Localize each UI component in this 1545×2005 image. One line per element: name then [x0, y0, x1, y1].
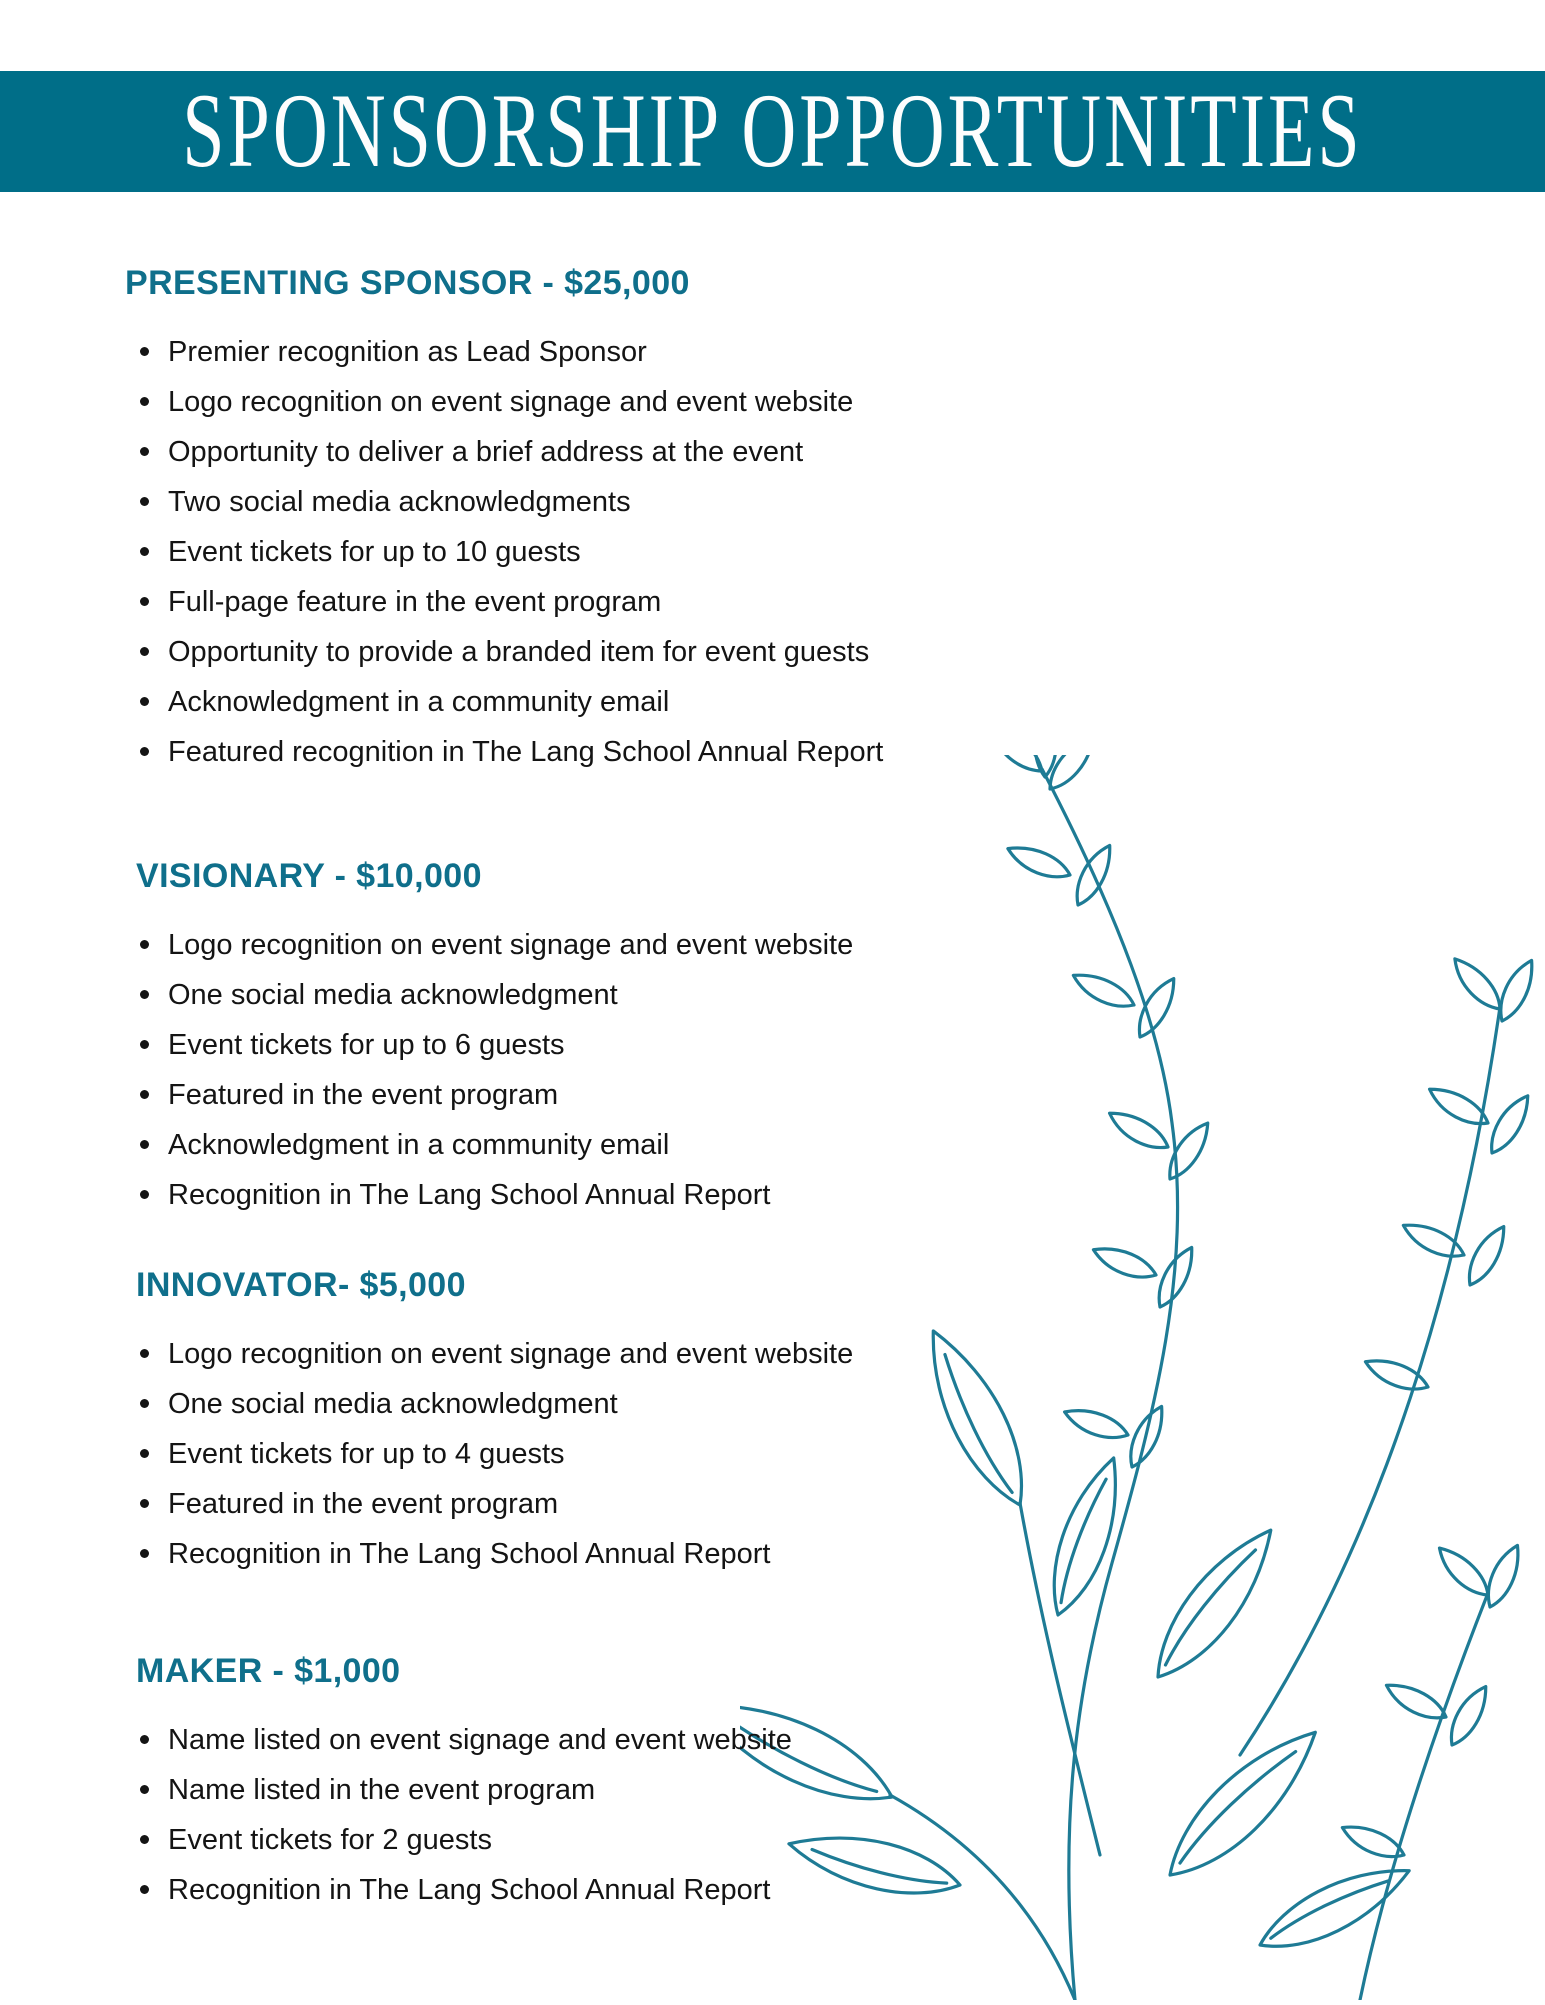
benefit-item: Event tickets for up to 4 guests: [125, 1429, 1545, 1479]
benefit-item: Acknowledgment in a community email: [125, 677, 1545, 727]
benefit-item: Premier recognition as Lead Sponsor: [125, 327, 1545, 377]
tier-heading: PRESENTING SPONSOR - $25,000: [125, 264, 690, 302]
tier-heading: VISIONARY - $10,000: [136, 857, 482, 895]
benefit-item: One social media acknowledgment: [125, 970, 1545, 1020]
benefit-list: [125, 920, 1545, 1220]
benefit-list: [125, 1329, 1545, 1579]
benefit-item: Opportunity to deliver a brief address at the event: [125, 427, 1545, 477]
benefit-item: Two social media acknowledgments: [125, 477, 1545, 527]
benefit-item: Event tickets for up to 10 guests: [125, 527, 1545, 577]
tier-presenting-sponsor: [125, 264, 1545, 777]
sponsorship-tiers: [0, 192, 1545, 1915]
benefit-item: Event tickets for 2 guests: [125, 1815, 1545, 1865]
benefit-item: Recognition in The Lang School Annual Report: [125, 1865, 1545, 1915]
benefit-item: Acknowledgment in a community email: [125, 1120, 1545, 1170]
benefit-item: Recognition in The Lang School Annual Report: [125, 1170, 1545, 1220]
benefit-list: [125, 327, 1545, 777]
benefit-list: [125, 1715, 1545, 1915]
benefit-item: Featured recognition in The Lang School Annual Report: [125, 727, 1545, 777]
tier-heading: INNOVATOR- $5,000: [136, 1266, 466, 1304]
benefit-item: Featured in the event program: [125, 1479, 1545, 1529]
tier-maker: [125, 1652, 1545, 1915]
benefit-item: Opportunity to provide a branded item for event guests: [125, 627, 1545, 677]
benefit-item: Logo recognition on event signage and event website: [125, 377, 1545, 427]
benefit-item: Name listed in the event program: [125, 1765, 1545, 1815]
page-title: SPONSORSHIP OPPORTUNITIES: [182, 72, 1363, 190]
tier-innovator: [125, 1266, 1545, 1579]
benefit-item: One social media acknowledgment: [125, 1379, 1545, 1429]
tier-visionary: [125, 857, 1545, 1220]
benefit-item: Event tickets for up to 6 guests: [125, 1020, 1545, 1070]
benefit-item: Full-page feature in the event program: [125, 577, 1545, 627]
benefit-item: Logo recognition on event signage and event website: [125, 920, 1545, 970]
benefit-item: Recognition in The Lang School Annual Report: [125, 1529, 1545, 1579]
benefit-item: Name listed on event signage and event website: [125, 1715, 1545, 1765]
benefit-item: Featured in the event program: [125, 1070, 1545, 1120]
tier-heading: MAKER - $1,000: [136, 1652, 401, 1690]
benefit-item: Logo recognition on event signage and event website: [125, 1329, 1545, 1379]
header-banner: [0, 71, 1545, 192]
